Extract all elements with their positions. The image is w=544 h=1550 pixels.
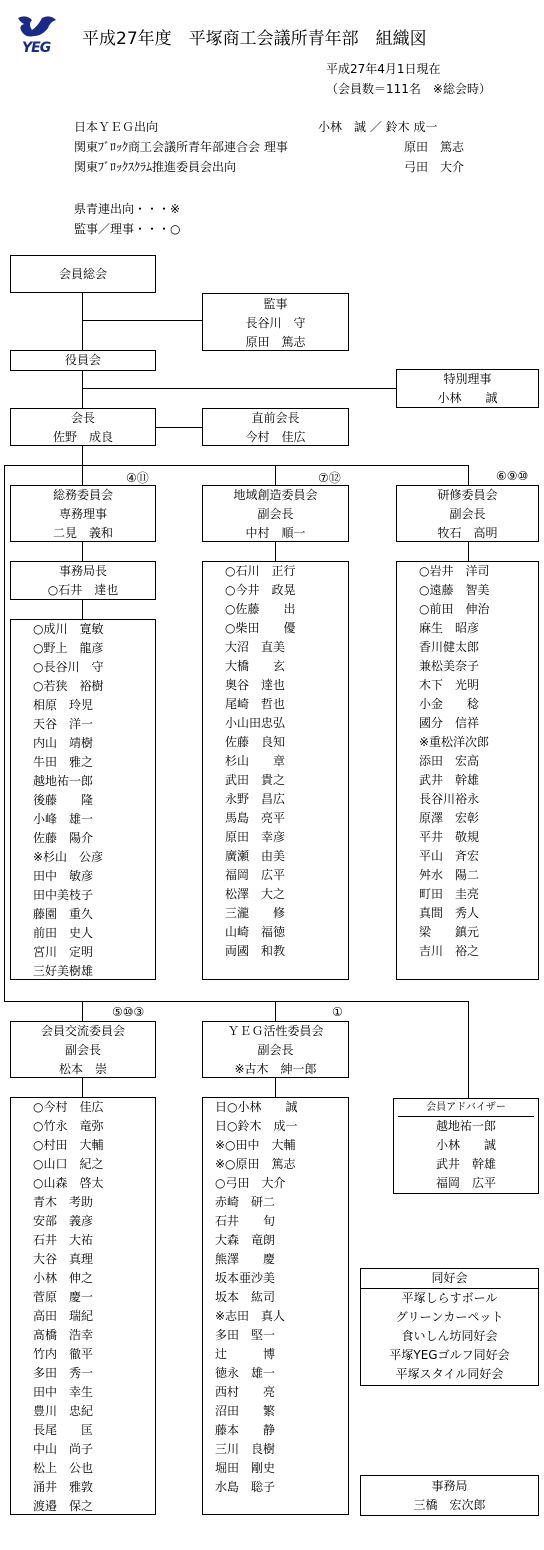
- member-name: 沼田 繁: [215, 1404, 276, 1418]
- member-list-chiiki: [202, 561, 349, 980]
- member-name: 福岡 広平: [225, 868, 286, 882]
- member-name: 日○鈴木 成一: [215, 1119, 298, 1133]
- member-name: 西村 亮: [215, 1385, 276, 1399]
- club-name: 平塚スタイル同好会: [395, 1367, 504, 1381]
- committee-name: 地域創造委員会: [233, 488, 318, 502]
- member-name: 田中 幸生: [33, 1385, 94, 1399]
- member-name: 永野 昌広: [225, 792, 286, 806]
- member-name: 山崎 福徳: [225, 925, 286, 939]
- member-name: ○佐藤 出: [225, 602, 296, 616]
- office-name: 三橋 宏次郎: [413, 1498, 486, 1512]
- office-box: [360, 1475, 539, 1516]
- committee-head: 二見 義和: [52, 526, 113, 540]
- secretariat-chief-name: ○石井 達也: [47, 583, 119, 597]
- general-assembly-box: [10, 255, 156, 293]
- member-name: 涌井 雅敦: [33, 1480, 94, 1494]
- member-name: ○遠藤 智美: [419, 583, 490, 597]
- general-assembly-label: 会員総会: [58, 267, 107, 281]
- member-name: 牛田 雅之: [33, 755, 94, 769]
- member-name: ○岩井 洋司: [419, 564, 490, 578]
- member-name: 田中美枝子: [33, 888, 94, 902]
- member-name: ○山口 紀之: [33, 1157, 104, 1171]
- member-name: 長谷川裕永: [419, 792, 480, 806]
- member-name: 大橋 玄: [225, 659, 286, 673]
- committee-marks: ⑥⑨⑩: [496, 469, 529, 483]
- member-name: ※重松洋次郎: [419, 735, 490, 749]
- club-name: 平塚しらすボール: [401, 1291, 498, 1305]
- committee-box-koryu: [10, 1021, 156, 1078]
- member-name: 真間 秀人: [419, 906, 480, 920]
- info-value: 弓田 大介: [404, 160, 465, 174]
- member-name: 大森 竜朗: [215, 1233, 276, 1247]
- page-title: 平成27年度 平塚商工会議所青年部 組織図: [82, 29, 427, 49]
- info-label: 日本ＹＥＧ出向: [74, 120, 159, 134]
- member-name: ○若狭 裕樹: [33, 679, 104, 693]
- member-name: 馬島 亮平: [225, 811, 286, 825]
- committee-box-kassei: [202, 1021, 349, 1078]
- committee-role: 専務理事: [58, 507, 107, 521]
- committee-role: 副会長: [257, 1043, 294, 1057]
- committee-role: 副会長: [257, 507, 294, 521]
- member-name: 天谷 洋一: [33, 717, 94, 731]
- past-president-title: 直前会長: [251, 411, 300, 425]
- member-name: 松上 公也: [33, 1461, 94, 1475]
- committee-marks: ⑦⑫: [318, 471, 341, 485]
- member-name: 佐藤 良知: [225, 735, 286, 749]
- committee-name: ＹＥＧ活性委員会: [227, 1024, 324, 1038]
- special-director-name: 小林 誠: [437, 391, 498, 405]
- advisor-title: 会員アドバイザー: [398, 1099, 534, 1117]
- member-name: 髙橋 浩幸: [33, 1328, 94, 1342]
- member-name: 日○小林 誠: [215, 1100, 298, 1114]
- member-name: ※○田中 大輔: [215, 1138, 296, 1152]
- member-name: 前田 史人: [33, 926, 94, 940]
- member-name: 原澤 宏彰: [419, 811, 480, 825]
- committee-name: 研修委員会: [437, 488, 498, 502]
- advisor-name: 越地祐一郎: [435, 1119, 496, 1133]
- info-label: 関東ﾌﾞﾛｯｸｽｸﾗﾑ推進委員会出向: [74, 160, 237, 174]
- advisor-name: 福岡 広平: [435, 1176, 496, 1190]
- president-name: 佐野 成良: [52, 430, 113, 444]
- member-name: 兼松美奈子: [419, 659, 480, 673]
- member-name: 青木 考助: [33, 1195, 94, 1209]
- auditor-member: 原田 篤志: [245, 335, 306, 349]
- member-name: ○長谷川 守: [33, 660, 104, 674]
- committee-head: ※古木 紳一郎: [234, 1062, 317, 1076]
- member-name: 徳永 雄一: [215, 1366, 276, 1380]
- clubs-title: 同好会: [361, 1269, 538, 1289]
- member-name: 奥谷 達也: [225, 678, 286, 692]
- member-name: 麻生 昭彦: [419, 621, 480, 635]
- member-name: 高田 瑞紀: [33, 1309, 94, 1323]
- member-name: 後藤 隆: [33, 793, 94, 807]
- member-name: 松澤 大之: [225, 887, 286, 901]
- board-box: [10, 350, 156, 371]
- secretariat-chief-box: [10, 561, 156, 600]
- member-name: 木下 光明: [419, 678, 480, 692]
- member-name: 平山 斉宏: [419, 849, 480, 863]
- committee-box-kenshu: [396, 485, 539, 542]
- past-president-box: [202, 408, 349, 446]
- president-title: 会長: [70, 411, 95, 425]
- auditor-member: 長谷川 守: [245, 316, 306, 330]
- member-name: ○今井 政晃: [225, 583, 296, 597]
- member-name: ○山森 啓太: [33, 1176, 104, 1190]
- member-name: 大谷 真理: [33, 1252, 94, 1266]
- member-name: ○石川 正行: [225, 564, 296, 578]
- member-name: 宮川 定明: [33, 945, 94, 959]
- member-name: 越地祐一郎: [33, 774, 94, 788]
- advisor-name: 武井 幹雄: [435, 1157, 496, 1171]
- past-president-name: 今村 佳広: [245, 430, 306, 444]
- committee-box-chiiki: [202, 485, 349, 542]
- member-name: 三好美樹雄: [33, 964, 94, 978]
- committee-marks: ①: [332, 1005, 343, 1019]
- member-name: 武井 幹雄: [419, 773, 480, 787]
- member-name: ○成川 寛敏: [33, 622, 104, 636]
- committee-marks: ④⑪: [126, 471, 149, 485]
- member-name: 小林 伸之: [33, 1271, 94, 1285]
- member-list-kassei: [202, 1097, 349, 1515]
- special-director-title: 特別理事: [443, 372, 492, 386]
- member-name: 中山 尚子: [33, 1442, 94, 1456]
- legend-prefecture: 県青連出向・・・※: [74, 202, 181, 216]
- member-name: ○柴田 優: [225, 621, 296, 635]
- member-name: 多田 堅一: [215, 1328, 276, 1342]
- auditor-title: 監事: [263, 297, 288, 311]
- member-name: ○野上 龍彦: [33, 641, 104, 655]
- member-name: 豊川 忠紀: [33, 1404, 94, 1418]
- yeg-logo: [12, 12, 62, 56]
- member-name: 三瀧 修: [225, 906, 286, 920]
- committee-role: 副会長: [449, 507, 486, 521]
- member-name: 藤園 重久: [33, 907, 94, 921]
- member-list-soumu: [10, 619, 156, 980]
- member-name: 廣瀬 由美: [225, 849, 286, 863]
- committee-name: 総務委員会: [52, 488, 113, 502]
- legend-director: 監事／理事・・・○: [74, 222, 181, 236]
- member-name: 杉山 章: [225, 754, 286, 768]
- member-name: 赤崎 研二: [215, 1195, 276, 1209]
- member-name: 石井 大祐: [33, 1233, 94, 1247]
- member-name: 熊澤 慶: [215, 1252, 276, 1266]
- clubs-box: [360, 1268, 539, 1386]
- member-name: 大沼 直美: [225, 640, 286, 654]
- club-name: グリーンカーペット: [395, 1310, 504, 1324]
- member-name: 國分 信祥: [419, 716, 480, 730]
- info-value: 小林 誠 ／ 鈴木 成一: [318, 120, 438, 134]
- member-name: 田中 敏彦: [33, 869, 94, 883]
- member-name: 舛水 陽二: [419, 868, 480, 882]
- committee-role: 副会長: [64, 1043, 101, 1057]
- member-name: ※杉山 公彦: [33, 850, 104, 864]
- member-count: （会員数＝111名 ※総会時）: [326, 82, 491, 96]
- member-name: 小金 稔: [419, 697, 480, 711]
- member-name: 平井 敬規: [419, 830, 480, 844]
- member-name: 吉川 裕之: [419, 944, 480, 958]
- member-name: 長尾 匡: [33, 1423, 94, 1437]
- committee-marks: ⑤⑩③: [112, 1005, 145, 1019]
- member-name: 水島 聡子: [215, 1480, 276, 1494]
- member-name: ※○原田 篤志: [215, 1157, 296, 1171]
- member-name: ○今村 佳広: [33, 1100, 104, 1114]
- member-name: 安部 義彦: [33, 1214, 94, 1228]
- member-name: 梁 鎮元: [419, 925, 480, 939]
- member-name: 相原 玲児: [33, 698, 94, 712]
- committee-head: 牧石 高明: [437, 526, 498, 540]
- member-name: 香川健太郎: [419, 640, 480, 654]
- member-name: 内山 靖樹: [33, 736, 94, 750]
- special-director-box: [396, 369, 539, 408]
- member-name: 石井 旬: [215, 1214, 276, 1228]
- member-name: 佐藤 陽介: [33, 831, 94, 845]
- logo-text: YEG: [22, 40, 51, 56]
- member-name: 添田 宏高: [419, 754, 480, 768]
- committee-head: 中村 順一: [245, 526, 306, 540]
- member-list-kenshu: [396, 561, 539, 980]
- member-name: 両國 和教: [225, 944, 286, 958]
- member-name: ※志田 真人: [215, 1309, 286, 1323]
- member-name: 竹内 徹平: [33, 1347, 94, 1361]
- advisor-name: 小林 誠: [435, 1138, 496, 1152]
- committee-name: 会員交流委員会: [40, 1024, 125, 1038]
- date-line: 平成27年4月1日現在: [326, 62, 441, 76]
- member-name: 辻 博: [215, 1347, 276, 1361]
- member-name: 武田 貴之: [225, 773, 286, 787]
- president-box: [10, 408, 156, 446]
- club-name: 食いしん坊同好会: [401, 1329, 498, 1343]
- member-name: 原田 幸彦: [225, 830, 286, 844]
- member-name: 坂本亜沙美: [215, 1271, 276, 1285]
- auditor-box: [202, 293, 349, 351]
- info-value: 原田 篤志: [404, 140, 465, 154]
- member-name: 小山田忠弘: [225, 716, 286, 730]
- member-name: ○竹永 竜弥: [33, 1119, 104, 1133]
- member-name: 堀田 剛史: [215, 1461, 276, 1475]
- member-name: 尾崎 哲也: [225, 697, 286, 711]
- office-title: 事務局: [431, 1479, 468, 1493]
- member-list-koryu: [10, 1097, 156, 1515]
- member-name: ○村田 大輔: [33, 1138, 104, 1152]
- info-label: 関東ﾌﾞﾛｯｸ商工会議所青年部連合会 理事: [74, 140, 288, 154]
- member-name: 町田 圭亮: [419, 887, 480, 901]
- member-name: 多田 秀一: [33, 1366, 94, 1380]
- committee-box-soumu: [10, 485, 156, 542]
- club-name: 平塚YEGゴルフ同好会: [389, 1348, 510, 1362]
- member-name: 渡邉 保之: [33, 1499, 94, 1513]
- member-name: 坂本 紘司: [215, 1290, 276, 1304]
- member-name: 三川 良樹: [215, 1442, 276, 1456]
- board-label: 役員会: [64, 353, 101, 367]
- member-name: ○弓田 大介: [215, 1176, 286, 1190]
- member-name: 菅原 慶一: [33, 1290, 94, 1304]
- secretariat-chief-title: 事務局長: [58, 564, 107, 578]
- member-name: 藤本 静: [215, 1423, 276, 1437]
- member-name: ○前田 伸治: [419, 602, 490, 616]
- committee-head: 松本 崇: [58, 1062, 107, 1076]
- member-name: 小峰 雄一: [33, 812, 94, 826]
- advisor-box: [393, 1098, 539, 1194]
